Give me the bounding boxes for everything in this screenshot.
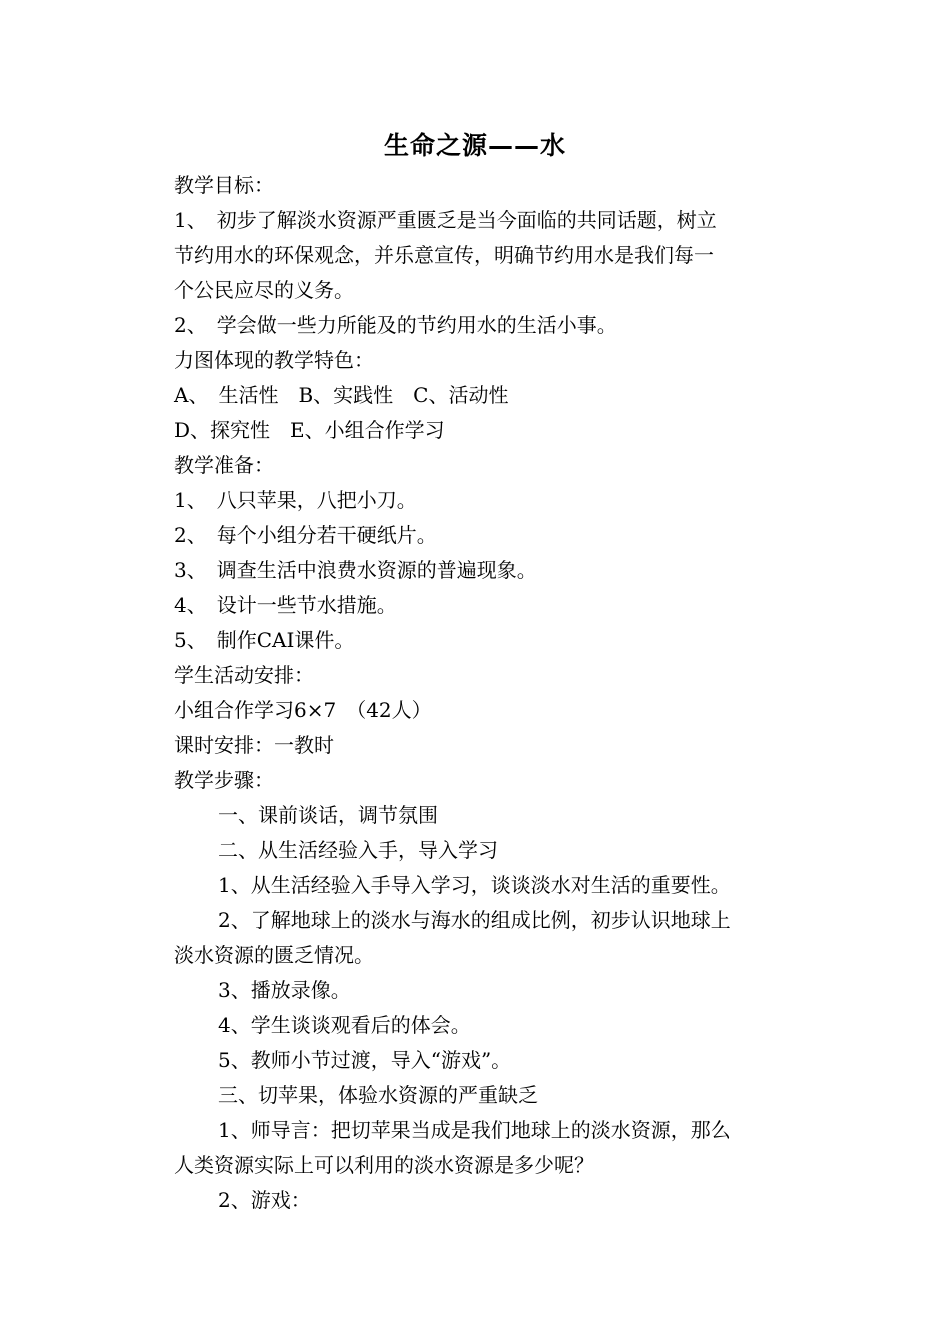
class-time: 课时安排：一教时 [174, 733, 334, 757]
goal-2: 2、 学会做一些力所能及的节约用水的生活小事。 [174, 313, 617, 337]
step-3-item-2: 2、游戏： [218, 1188, 311, 1212]
step-2-item-2-line-1: 2、了解地球上的淡水与海水的组成比例，初步认识地球上 [218, 908, 731, 932]
prep-3: 3、 调查生活中浪费水资源的普遍现象。 [174, 558, 537, 582]
step-1: 一、课前谈话，调节氛围 [218, 803, 438, 827]
heading-student-activities: 学生活动安排： [174, 663, 314, 687]
prep-4: 4、 设计一些节水措施。 [174, 593, 397, 617]
step-3-item-1-line-1: 1、师导言：把切苹果当成是我们地球上的淡水资源，那么 [218, 1118, 731, 1142]
step-2: 二、从生活经验入手，导入学习 [218, 838, 498, 862]
heading-teaching-goals: 教学目标： [174, 173, 274, 197]
step-2-item-4: 4、学生谈谈观看后的体会。 [218, 1013, 471, 1037]
heading-teaching-features: 力图体现的教学特色： [174, 348, 374, 372]
features-line-2: D、探究性 E、小组合作学习 [174, 418, 445, 442]
document-body [174, 168, 784, 1218]
goal-1-line-3: 个公民应尽的义务。 [174, 278, 354, 302]
step-2-item-5: 5、教师小节过渡，导入“游戏”。 [218, 1048, 512, 1072]
features-line-1: A、 生活性 B、实践性 C、活动性 [174, 383, 509, 407]
step-2-item-3: 3、播放录像。 [218, 978, 351, 1002]
heading-teaching-preparation: 教学准备： [174, 453, 274, 477]
prep-5: 5、 制作CAI课件。 [174, 628, 355, 652]
goal-1-line-2: 节约用水的环保观念，并乐意宣传，明确节约用水是我们每一 [174, 243, 714, 267]
step-2-item-2-line-2: 淡水资源的匮乏情况。 [174, 943, 374, 967]
group-arrangement: 小组合作学习6×7 （42人） [174, 698, 432, 722]
heading-teaching-steps: 教学步骤： [174, 768, 274, 792]
step-3: 三、切苹果，体验水资源的严重缺乏 [218, 1083, 538, 1107]
prep-2: 2、 每个小组分若干硬纸片。 [174, 523, 437, 547]
step-2-item-1: 1、从生活经验入手导入学习，谈谈淡水对生活的重要性。 [218, 873, 731, 897]
prep-1: 1、 八只苹果，八把小刀。 [174, 488, 417, 512]
document-title: 生命之源——水 [383, 131, 566, 160]
step-3-item-1-line-2: 人类资源实际上可以利用的淡水资源是多少呢？ [174, 1153, 594, 1177]
goal-1-line-1: 1、 初步了解淡水资源严重匮乏是当今面临的共同话题，树立 [174, 208, 717, 232]
